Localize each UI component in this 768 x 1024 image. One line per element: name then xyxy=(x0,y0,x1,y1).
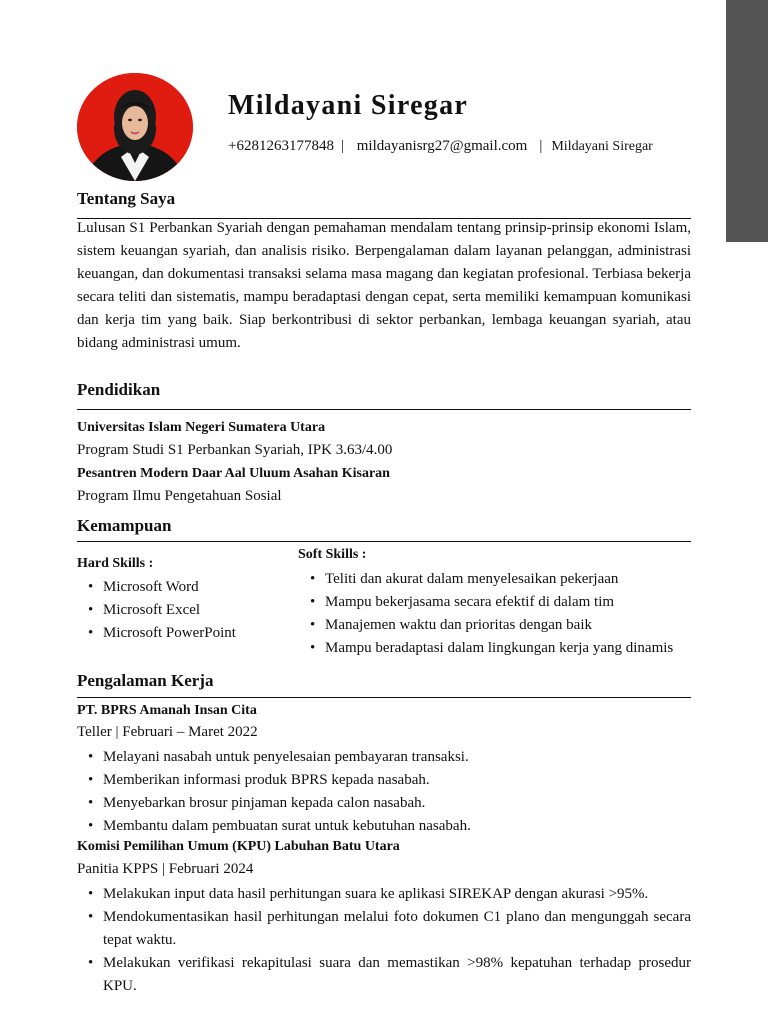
about-paragraph: Lulusan S1 Perbankan Syariah dengan pemahaman mendalam tentang prinsip-prinsip ekonomi Islam, sistem keuangan syariah, dan analisis risiko. Berpengalaman dalam layanan pelanggan, administrasi keuangan, dan dokumentasi transaksi selama masa magang dan kegiatan profesional. Terbiasa bekerja secara teliti dan sistematis, mampu beradaptasi dengan cepat, serta memiliki kemampuan komunikasi dan kerja tim yang baik. Siap berkontribusi di sektor perbankan, lembaga keuangan syariah, atau bidang administrasi umum. xyxy=(77,220,691,351)
education-school: Pesantren Modern Daar Aal Uluum Asahan Kisaran xyxy=(77,466,390,481)
linkedin-name[interactable]: Mildayani Siregar xyxy=(551,139,653,154)
section-title-skills: Kemampuan xyxy=(77,516,172,535)
phone-number: +6281263177848 xyxy=(228,138,334,154)
section-divider xyxy=(77,541,691,542)
list-item: • Melakukan input data hasil perhitungan suara ke aplikasi SIREKAP dengan akurasi >95%. xyxy=(77,883,691,906)
list-item: • Microsoft Excel xyxy=(77,599,292,622)
section-divider xyxy=(77,697,691,698)
hard-skills-label: Hard Skills : xyxy=(77,556,154,571)
list-item: • Microsoft Word xyxy=(77,576,292,599)
section-divider xyxy=(77,409,691,410)
profile-photo xyxy=(77,73,193,181)
job-role: Teller | Februari – Maret 2022 xyxy=(77,724,258,740)
education-detail: Program Ilmu Pengetahuan Sosial xyxy=(77,488,282,504)
list-item: • Memberikan informasi produk BPRS kepada nasabah. xyxy=(77,769,691,792)
contact-separator: | xyxy=(340,138,344,154)
list-item: • Teliti dan akurat dalam menyelesaikan pekerjaan xyxy=(299,568,691,591)
scrollbar-thumb[interactable] xyxy=(726,0,768,242)
soft-skills-label: Soft Skills : xyxy=(298,547,367,562)
section-title-education: Pendidikan xyxy=(77,380,161,399)
list-item: • Melayani nasabah untuk penyelesaian pembayaran transaksi. xyxy=(77,746,691,769)
job-role: Panitia KPPS | Februari 2024 xyxy=(77,861,254,877)
job-task-list xyxy=(77,746,691,838)
list-item: • Menyebarkan brosur pinjaman kepada calon nasabah. xyxy=(77,792,691,815)
candidate-name: Mildayani Siregar xyxy=(228,90,469,121)
list-item: • Microsoft PowerPoint xyxy=(77,622,292,645)
job-task-list xyxy=(77,883,691,998)
job-company: Komisi Pemilihan Umum (KPU) Labuhan Batu Utara xyxy=(77,839,400,854)
contact-separator: | xyxy=(539,138,543,154)
soft-skills-list xyxy=(299,568,691,660)
list-item: • Mendokumentasikan hasil perhitungan melalui foto dokumen C1 plano dan mengunggah secara tepat waktu. xyxy=(77,906,691,952)
email-address[interactable]: mildayanisrg27@gmail.com xyxy=(356,138,528,154)
hard-skills-list xyxy=(77,576,292,645)
education-detail: Program Studi S1 Perbankan Syariah, IPK 3.63/4.00 xyxy=(77,442,393,458)
list-item: • Mampu beradaptasi dalam lingkungan kerja yang dinamis xyxy=(299,637,691,660)
job-company: PT. BPRS Amanah Insan Cita xyxy=(77,703,257,718)
list-item: • Manajemen waktu dan prioritas dengan baik xyxy=(299,614,691,637)
list-item: • Membantu dalam pembuatan surat untuk kebutuhan nasabah. xyxy=(77,815,691,838)
contact-line xyxy=(228,138,653,155)
section-title-about: Tentang Saya xyxy=(77,189,176,208)
section-title-experience: Pengalaman Kerja xyxy=(77,671,214,690)
list-item: • Melakukan verifikasi rekapitulasi suara dan memastikan >98% kepatuhan terhadap prosedur KPU. xyxy=(77,952,691,998)
education-school: Universitas Islam Negeri Sumatera Utara xyxy=(77,420,326,435)
list-item: • Mampu bekerjasama secara efektif di dalam tim xyxy=(299,591,691,614)
